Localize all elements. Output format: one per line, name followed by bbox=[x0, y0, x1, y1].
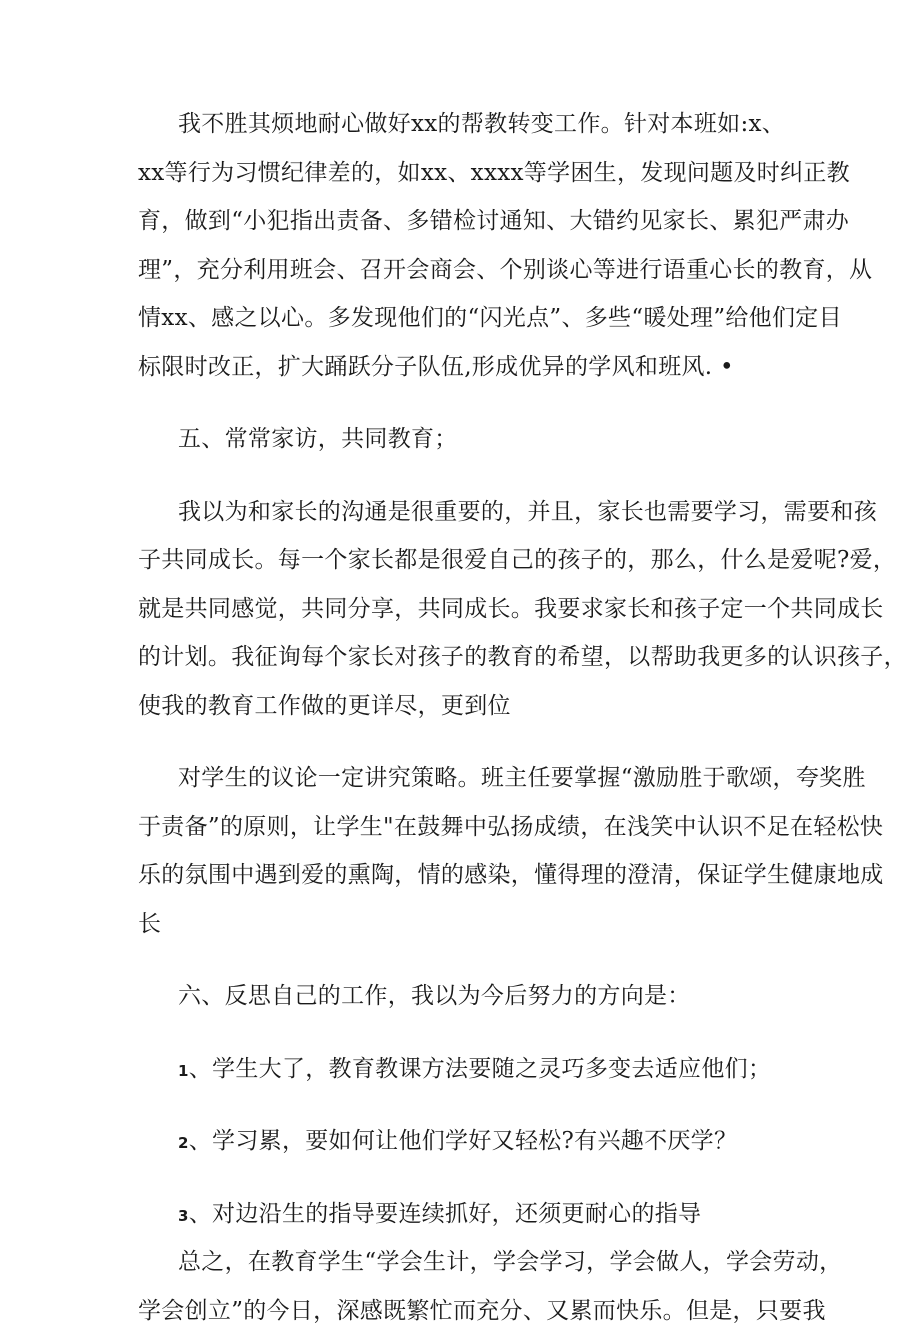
list-item bbox=[138, 1117, 798, 1166]
document-body bbox=[138, 100, 798, 1335]
paragraph-2 bbox=[138, 488, 798, 731]
text-line: 育，做到“小犯指出责备、多错检讨通知、大错约见家长、累犯严肃办 bbox=[138, 197, 798, 246]
section-heading-6: 六、反思自己的工作，我以为今后努力的方向是： bbox=[138, 972, 798, 1021]
text-line: 长 bbox=[138, 900, 798, 949]
list-item-number: 2 bbox=[178, 1134, 189, 1152]
text-line: xx等行为习惯纪律差的，如xx、xxxx等学困生，发现问题及时纠正教 bbox=[138, 149, 798, 198]
paragraph-4 bbox=[138, 1238, 798, 1335]
list-item-text: 、对边沿生的指导要连续抓好，还须更耐心的指导 bbox=[189, 1201, 702, 1227]
text-line: 于责备”的原则，让学生"在鼓舞中弘扬成绩，在浅笑中认识不足在轻松快 bbox=[138, 803, 798, 852]
list-item-number: 3 bbox=[178, 1207, 189, 1225]
text-line: 情xx、感之以心。多发现他们的“闪光点”、多些“暖处理”给他们定目 bbox=[138, 294, 798, 343]
text-line: 总之，在教育学生“学会生计，学会学习，学会做人，学会劳动， bbox=[138, 1238, 798, 1287]
list-item-number: 1 bbox=[178, 1062, 189, 1080]
list-item bbox=[138, 1190, 798, 1239]
text-line: 我以为和家长的沟通是很重要的，并且，家长也需要学习，需要和孩 bbox=[138, 488, 798, 537]
list-item-text: 、学生大了，教育教课方法要随之灵巧多变去适应他们； bbox=[189, 1056, 772, 1082]
text-line: 子共同成长。每一个家长都是很爱自己的孩子的，那么，什么是爱呢?爱， bbox=[138, 536, 798, 585]
text-line: 使我的教育工作做的更详尽，更到位 bbox=[138, 682, 798, 731]
paragraph-3 bbox=[138, 754, 798, 948]
text-line: 学会创立”的今日，深感既繁忙而充分、又累而快乐。但是，只要我 bbox=[138, 1287, 798, 1335]
list-item-text: 、学习累，要如何让他们学好又轻松?有兴趣不厌学？ bbox=[189, 1128, 738, 1154]
section-heading-5: 五、常常家访，共同教育； bbox=[138, 415, 798, 464]
text-line: 理”，充分利用班会、召开会商会、个别谈心等进行语重心长的教育，从 bbox=[138, 246, 798, 295]
text-line: 对学生的议论一定讲究策略。班主任要掌握“激励胜于歌颂，夸奖胜 bbox=[138, 754, 798, 803]
list-item bbox=[138, 1045, 798, 1094]
text-line: 我不胜其烦地耐心做好xx的帮教转变工作。针对本班如:x、 bbox=[138, 100, 798, 149]
text-line: 标限时改正，扩大踊跃分子队伍,形成优异的学风和班风. • bbox=[138, 343, 798, 392]
text-line: 就是共同感觉，共同分享，共同成长。我要求家长和孩子定一个共同成长 bbox=[138, 585, 798, 634]
text-line: 的计划。我征询每个家长对孩子的教育的希望，以帮助我更多的认识孩子， bbox=[138, 633, 798, 682]
paragraph-1 bbox=[138, 100, 798, 391]
text-line: 乐的氛围中遇到爱的熏陶，情的感染，懂得理的澄清，保证学生健康地成 bbox=[138, 851, 798, 900]
